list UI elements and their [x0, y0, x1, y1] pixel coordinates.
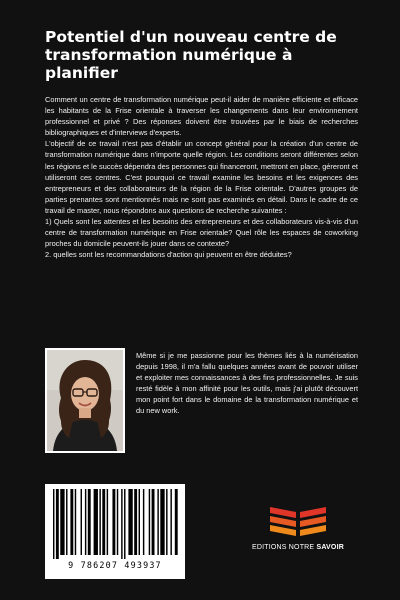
barcode-bar [143, 489, 144, 555]
book-title: Potentiel d'un nouveau centre de transformation numérique à planifier [45, 28, 337, 82]
summary-paragraph: 1) Quels sont les attentes et les besoins des entrepreneurs et des collaborateurs vis-à-vis d'un centre de transformation numérique en Frise orientale? Quel rôle les espaces de coworking proches du domicile peuvent-ils jouer dans ce contexte? [45, 217, 358, 249]
publisher-name-prefix: EDITIONS NOTRE [252, 544, 317, 551]
barcode-bar [70, 489, 73, 555]
barcode-bar [124, 489, 125, 559]
author-portrait-image [47, 350, 123, 451]
barcode-bar [66, 489, 67, 555]
barcode-bar [99, 489, 100, 555]
barcode-bar [56, 489, 59, 559]
barcode-bar [166, 489, 167, 555]
barcode-bar [60, 489, 64, 555]
barcode-bar [139, 489, 140, 555]
barcode-bars [51, 489, 179, 559]
barcode-bar [53, 489, 54, 559]
author-photo [45, 348, 125, 453]
barcode-bar [170, 489, 171, 555]
author-bio: Même si je me passionne pour les thèmes liés à la numérisation depuis 1998, il m'a fallu quelques années avant de pouvoir utiliser et exploiter mes connaissances à des fins professionnelles. Je suis resté fidèle à mon affinité pour les outils, mais j'ai plutôt découvert mon point fort dans le domaine de la transformation numérique et du new work. [136, 351, 358, 416]
barcode-bar [102, 489, 105, 555]
isbn-number: 9 786207 493937 [68, 560, 162, 570]
barcode-bar [149, 489, 150, 555]
publisher-name [236, 544, 360, 551]
barcode-bar [94, 489, 98, 555]
barcode-bar [112, 489, 115, 555]
barcode-bar [134, 489, 137, 555]
summary-paragraph: Comment un centre de transformation numérique peut-il aider de manière efficiente et efficace les habitants de la Frise orientale à traverser les changements dans leur environnement professionnel et privé ? Des réponses doivent être trouvées par le biais de recherches bibliographiques et d'interviews d'experts. [45, 95, 358, 138]
open-book-stack-icon [266, 503, 330, 537]
isbn-barcode [45, 484, 185, 579]
barcode-bar [128, 489, 132, 555]
barcode-bar [157, 489, 158, 555]
summary-text [45, 94, 358, 260]
barcode-bar [88, 489, 91, 555]
barcode-bar [117, 489, 118, 555]
barcode-bar [107, 489, 108, 555]
publisher-name-emphasis: SAVOIR [316, 544, 344, 551]
barcode-bar [160, 489, 164, 555]
barcode-bar [175, 489, 178, 555]
barcode-bar [75, 489, 76, 555]
summary-paragraph: 2. quelles sont les recommandations d'action qui peuvent en être déduites? [45, 250, 292, 260]
barcode-bar [121, 489, 122, 559]
barcode-bar [81, 489, 82, 555]
summary-paragraph: L'objectif de ce travail n'est pas d'établir un concept général pour la création d'un centre de transformation numérique dans n'importe quelle région. Les conditions seront différentes selon les régions et le succès dépendra des personnes qui financeront, mettront en place, géreront et utiliseront ces centres. C'est pourquoi ce travail examine les besoins et les exigences des entrepreneurs et des collaborateurs de la région de la Frise orientale. D'autres groupes de parties prenantes sont mentionnés mais ne sont pas examinés en détail. Dans le cadre de ce travail de master, nous répondons aux questions de recherche suivantes : [45, 139, 358, 215]
barcode-bar [152, 489, 155, 555]
barcode-bar [85, 489, 86, 555]
